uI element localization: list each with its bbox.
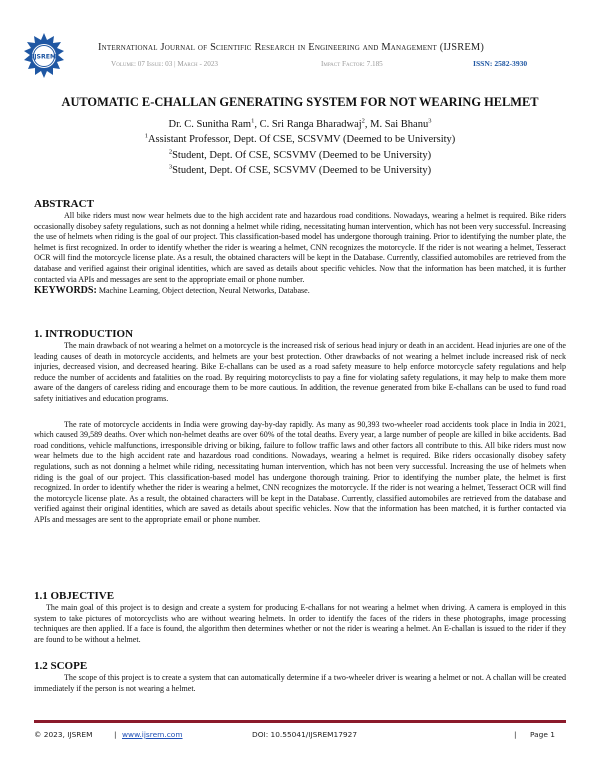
introduction-paragraph-1: The main drawback of not wearing a helmet on a motorcycle is the increased risk of serious head injury or death in an accident. Head injuries are one of the leading causes of death in motorcycle accidents, and helmets are your best protection. Other drawbacks of not wearing a helmet include increased risk of neck injuries, decreased vision, and decreased hearing. Bike E-challans can be used as a road safety measure to help enforce motorcycle safety regulations and help reduce the number of accidents and fatalities on the road. By requiring motorcyclists to pay a fine for violating safety regulations, it may help to make them more aware of the dangers of careless riding and encourage them to be more cautious. In addition, the revenue generated from bike E-challans can be used to fund road safety initiatives and education programs. [34, 341, 566, 403]
abstract-section [34, 198, 566, 296]
issue-meta [111, 59, 528, 68]
author-1-sup: 1 [251, 117, 255, 125]
abstract-text: All bike riders must now wear helmets due to the high accident rate and hazardous road conditions. Nowadays, wearing a helmet is required. Bike riders occasionally disobey safety regulations, such as not donning a helmet while riding, necessitating human intervention, which has not been very successful. Increasing the use of helmets when riding is the goal of our project. This classification-based model has undergone thorough training. Prior to identifying the number plate, the helmet is first recognized. In order to identify whether the rider is wearing a helmet, CNN recognizes the motorcycle. If the rider is not wearing a helmet, Tesseract OCR will find the motorcycle license plate. As a result, the obtained characters will be kept in the Database. Currently, classified automobiles are retrieved from the database and verified against their original identities, which are saved as details about specific vehicles. Now that the information has been matched, it is further contacted via APIs and messages are sent to the appropriate email or phone number. [34, 211, 566, 284]
paper-title: AUTOMATIC E-CHALLAN GENERATING SYSTEM FOR NOT WEARING HELMET [61, 95, 539, 109]
affiliation-3: $^3$Student, Dept. Of CSE, SCSVMV (Deemed to be University) [168, 163, 432, 176]
footer-separator-2: | [514, 730, 517, 739]
journal-header [18, 30, 582, 80]
scope-section [34, 660, 566, 694]
author-2-sup: 2 [361, 117, 365, 125]
footer-separator: | [114, 730, 117, 739]
keywords-label: KEYWORDS: [34, 285, 97, 297]
doi: DOI: 10.55041/IJSREM17927 [252, 730, 358, 739]
affiliation-1: $^1$Assistant Professor, Dept. Of CSE, SCSVMV (Deemed to be University) [144, 132, 456, 146]
logo-text: IJSREM [31, 53, 57, 61]
author-line: Dr. C. Sunitha Ram$^1$, C. Sri Ranga Bharadwaj$^2$, M. Sai Bhanu$^3$ [168, 117, 432, 130]
author-1: Dr. C. Sunitha Ram [168, 119, 252, 130]
objective-heading: 1.1 OBJECTIVE [34, 590, 115, 602]
author-3-sup: 3 [428, 117, 432, 125]
introduction-heading: 1. INTRODUCTION [34, 328, 134, 340]
objective-text: The main goal of this project is to design and create a system for producing E-challans for not wearing a helmet when driving. A camera is employed in this system to take pictures of motorcyclists who are without wearing helmets. In order to identify the faces of the riders in these photographs, image processing techniques are then applied. If a face is found, the algorithm then determines whether or not the rider is wearing a helmet. An E-challan is issued to the rider if they are found to be without a helmet. [34, 603, 566, 644]
scope-text: The scope of this project is to create a system that can automatically determine if a two-wheeler driver is wearing a helmet or not. A challan will be created immediately if the person is not wearing a helmet. [34, 673, 566, 693]
introduction-paragraph-2: The rate of motorcycle accidents in India were growing day-by-day rapidly. As many as 90,393 two-wheeler road accidents took place in India in 2021, which caused 39,589 deaths. Over which non-helmet deaths are over 60% of the total deaths. Every year, a large number of people are killed in bike accidents. Bad road conditions, vehicle malfunctions, irresponsible driving or biking, failure to follow traffic laws and other factors all contribute to this. All bike riders must now wear helmets due to the high accident rate and hazardous road conditions. Nowadays, wearing a helmet is required. Bike riders occasionally disobey safety regulations, such as not donning a helmet while riding, necessitating human intervention, which has not been very successful. Increasing the use of helmets when riding is the goal of our project. This classification-based model has undergone thorough training. Prior to identifying the number plate, the helmet is first recognized. In order to identify whether the rider is wearing a helmet, CNN recognizes the motorcycle. If the rider is not wearing a helmet, Tesseract OCR will find the motorcycle license plate. As a result, the obtained characters will be kept in the Database. Currently, classified automobiles are retrieved from the database and verified against their original identities, which are saved as details about specific vehicles. Now that the information has been matched, it is further contacted via APIs and messages are sent to the appropriate email or phone number. [34, 419, 566, 524]
footer-rule [34, 720, 566, 723]
website-link[interactable]: www.ijsrem.com [122, 730, 183, 739]
author-2: C. Sri Ranga Bharadwaj [259, 119, 362, 130]
ijsrem-logo [18, 32, 70, 80]
objective-section [34, 590, 566, 645]
keywords [34, 285, 566, 296]
volume-issue: Volume: 07 Issue: 03 | March - 2023 [111, 60, 219, 68]
affiliation-2: $^2$Student, Dept. Of CSE, SCSVMV (Deemed to be University) [168, 148, 432, 161]
copyright: © 2023, IJSREM [34, 730, 93, 739]
issn: ISSN: 2582-3930 [473, 59, 528, 68]
scope-heading: 1.2 SCOPE [34, 660, 88, 672]
author-block [0, 117, 600, 178]
introduction-section [34, 328, 566, 526]
author-3: M. Sai Bhanu [370, 119, 429, 130]
keywords-text: Machine Learning, Object detection, Neural Networks, Database. [98, 286, 310, 296]
journal-name: International Journal of Scientific Research in Engineering and Management (IJSREM) [98, 42, 485, 53]
abstract-heading: ABSTRACT [34, 198, 94, 210]
impact-factor: Impact Factor: 7.185 [321, 60, 383, 68]
page-number: Page 1 [530, 730, 555, 739]
